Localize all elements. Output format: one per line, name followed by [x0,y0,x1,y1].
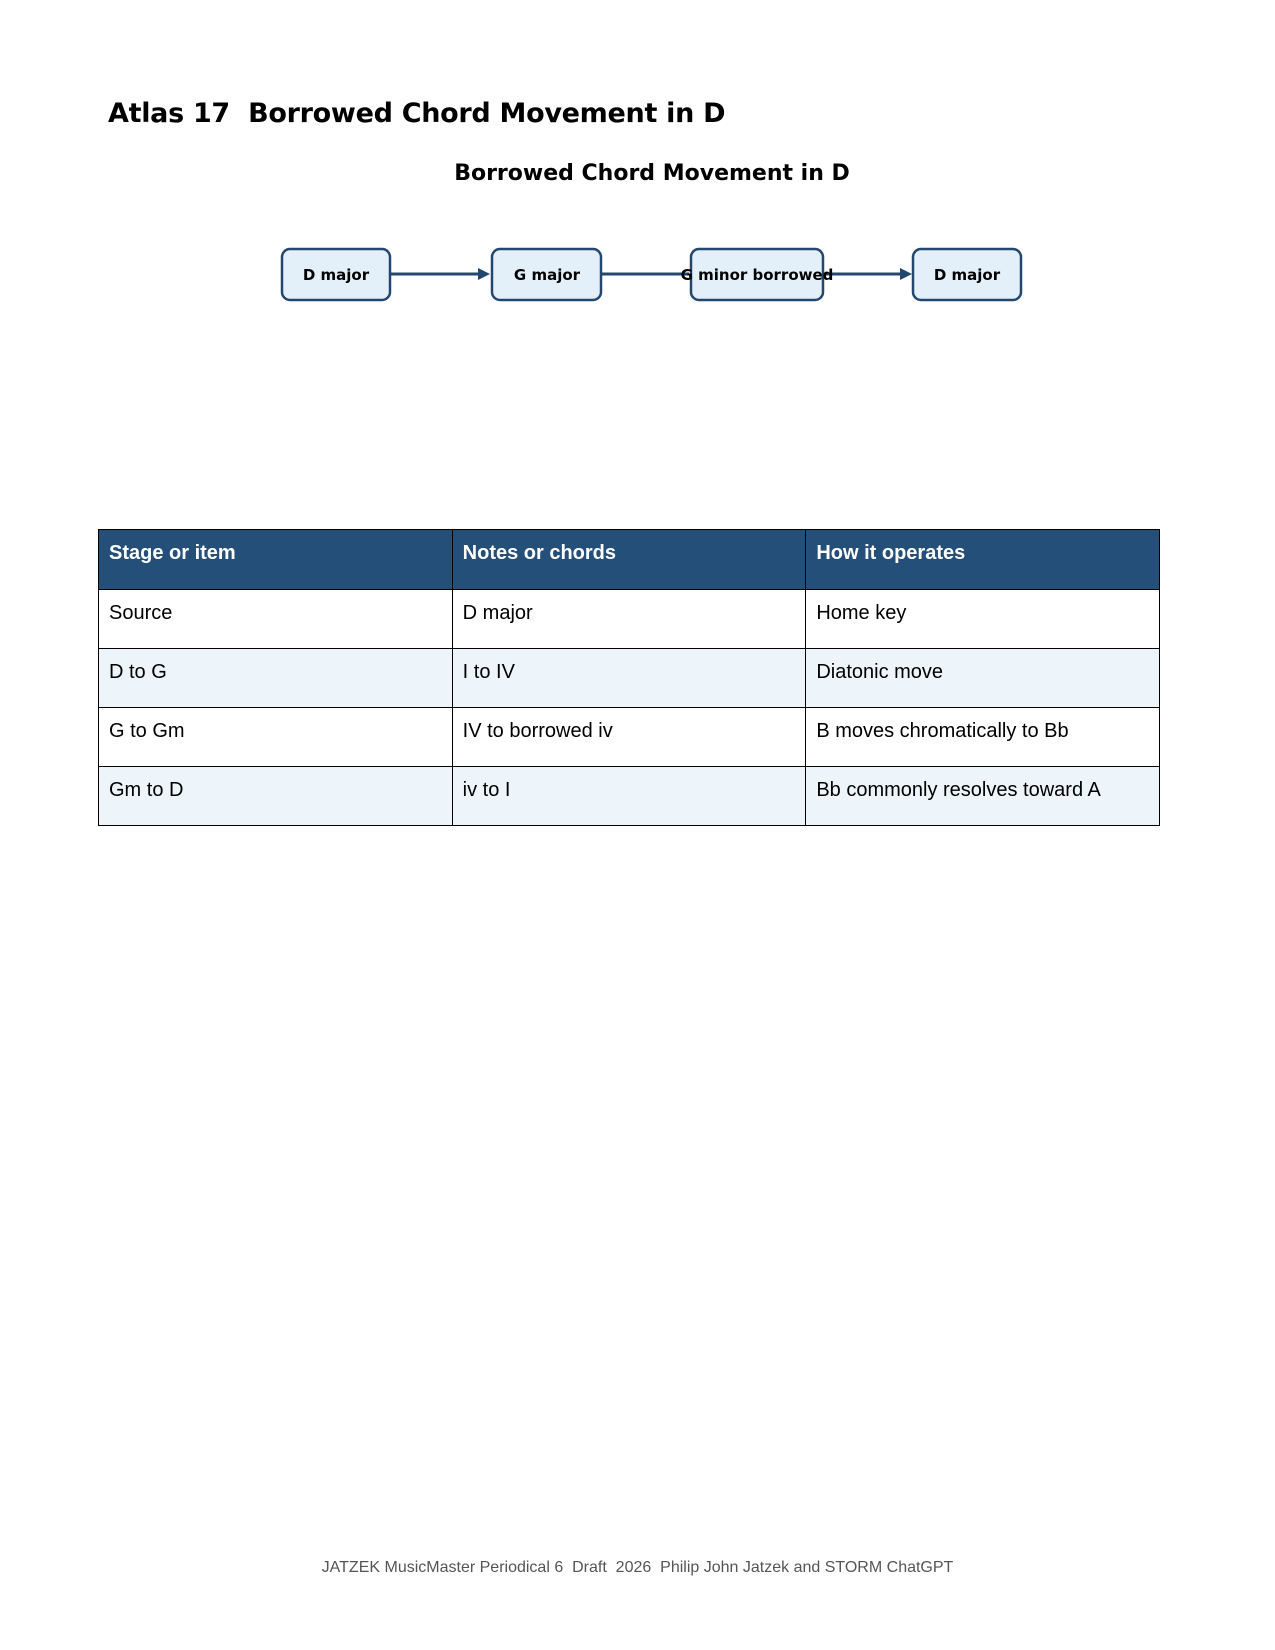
diagram-node-label: D major [933,266,1001,284]
column-header-notes: Notes or chords [452,530,806,590]
column-header-operation: How it operates [806,530,1160,590]
diagram-node-g-major [492,249,601,300]
column-header-stage: Stage or item [99,530,453,590]
diagram-node-label: G minor borrowed [680,266,834,284]
diagram-node-label: D major [302,266,370,284]
page-heading: Atlas 17 Borrowed Chord Movement in D [108,98,726,129]
table-cell: B moves chromatically to Bb [806,708,1160,767]
table-row [99,590,1160,649]
table-cell: Bb commonly resolves toward A [806,767,1160,826]
diagram-node-g-minor-borrowed [681,249,834,300]
table-cell: Source [99,590,453,649]
table-row [99,649,1160,708]
diagram-node-label: G major [513,266,581,284]
table-cell: G to Gm [99,708,453,767]
table-cell: Diatonic move [806,649,1160,708]
arrow-1-head [478,268,490,280]
table-header-row [99,530,1160,590]
table-cell: D to G [99,649,453,708]
table-row [99,767,1160,826]
table-cell: D major [452,590,806,649]
chord-movement-diagram [0,150,1275,330]
table-cell: I to IV [452,649,806,708]
table-cell: Gm to D [99,767,453,826]
table-cell: IV to borrowed iv [452,708,806,767]
page-footer: JATZEK MusicMaster Periodical 6 Draft 2026 Philip John Jatzek and STORM ChatGPT [321,1559,954,1576]
arrow-3-head [900,268,912,280]
diagram-node-d-major-end [913,249,1021,300]
table-cell: Home key [806,590,1160,649]
chord-movement-table [98,529,1160,826]
table-cell: iv to I [452,767,806,826]
diagram-node-d-major-start [282,249,390,300]
table-row [99,708,1160,767]
diagram-title: Borrowed Chord Movement in D [454,161,850,186]
